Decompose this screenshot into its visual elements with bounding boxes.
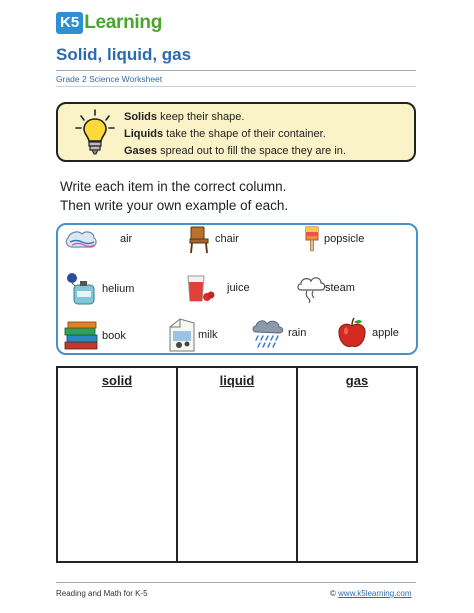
- book-icon: [62, 320, 102, 352]
- instruction-line-2: Then write your own example of each.: [60, 198, 289, 213]
- item-label: apple: [372, 327, 399, 339]
- light-bulb-icon: [75, 108, 115, 156]
- air-icon: [64, 224, 100, 254]
- definition-solids: [124, 109, 346, 126]
- definition-text: spread out to fill the space they are in.: [157, 145, 346, 157]
- sorting-table: [56, 366, 418, 563]
- item-steam: [293, 272, 355, 304]
- item-label: steam: [325, 282, 355, 294]
- item-label: popsicle: [324, 233, 365, 245]
- term-solids: Solids: [124, 111, 158, 123]
- footer-tagline: Reading and Math for K-5: [56, 589, 148, 598]
- term-gases: Gases: [124, 145, 158, 157]
- item-book: [62, 320, 126, 352]
- item-apple: [334, 316, 399, 350]
- item-helium: [64, 272, 134, 306]
- item-juice: [183, 271, 250, 305]
- item-label: juice: [227, 282, 250, 294]
- item-milk: [164, 317, 218, 353]
- k5-learning-logo: [56, 10, 162, 36]
- subtitle-divider: [56, 86, 416, 87]
- logo-k5-badge: K5: [56, 12, 83, 34]
- definition-text: take the shape of their container.: [163, 128, 326, 140]
- copyright-symbol: ©: [330, 589, 336, 598]
- item-label: milk: [198, 329, 218, 341]
- page-title: Solid, liquid, gas: [56, 45, 192, 64]
- item-label: helium: [102, 283, 135, 295]
- item-air: [64, 224, 132, 254]
- column-solid[interactable]: [58, 368, 178, 561]
- item-label: rain: [288, 327, 307, 339]
- footer-link[interactable]: www.k5learning.com: [338, 589, 412, 598]
- footer-divider: [56, 582, 416, 583]
- item-label: book: [102, 330, 126, 342]
- helium-tank-icon: [64, 272, 100, 306]
- item-label: air: [120, 233, 133, 245]
- apple-icon: [334, 316, 370, 350]
- item-label: chair: [215, 233, 239, 245]
- term-liquids: Liquids: [124, 128, 164, 140]
- page-subtitle: Grade 2 Science Worksheet: [56, 74, 163, 84]
- logo-wordmark: Learning: [84, 12, 163, 33]
- column-header-liquid: liquid: [219, 373, 255, 388]
- title-divider: [56, 70, 416, 71]
- column-gas[interactable]: [298, 368, 416, 561]
- steam-icon: [293, 272, 329, 304]
- item-rain: [250, 316, 306, 350]
- definition-text: keep their shape.: [157, 111, 245, 123]
- chair-icon: [183, 224, 219, 254]
- milk-carton-icon: [164, 317, 200, 353]
- column-header-solid: solid: [101, 373, 133, 388]
- column-liquid[interactable]: [178, 368, 298, 561]
- definition-gases: [124, 143, 346, 160]
- item-popsicle: [296, 224, 364, 254]
- column-header-gas: gas: [345, 373, 369, 388]
- definitions-list: [124, 109, 346, 160]
- instruction-line-1: Write each item in the correct column.: [60, 179, 287, 194]
- item-chair: [183, 224, 239, 254]
- juice-icon: [183, 271, 219, 305]
- instructions: [60, 177, 288, 215]
- rain-cloud-icon: [250, 316, 286, 350]
- footer-copyright: [330, 589, 412, 598]
- definition-liquids: [124, 126, 346, 143]
